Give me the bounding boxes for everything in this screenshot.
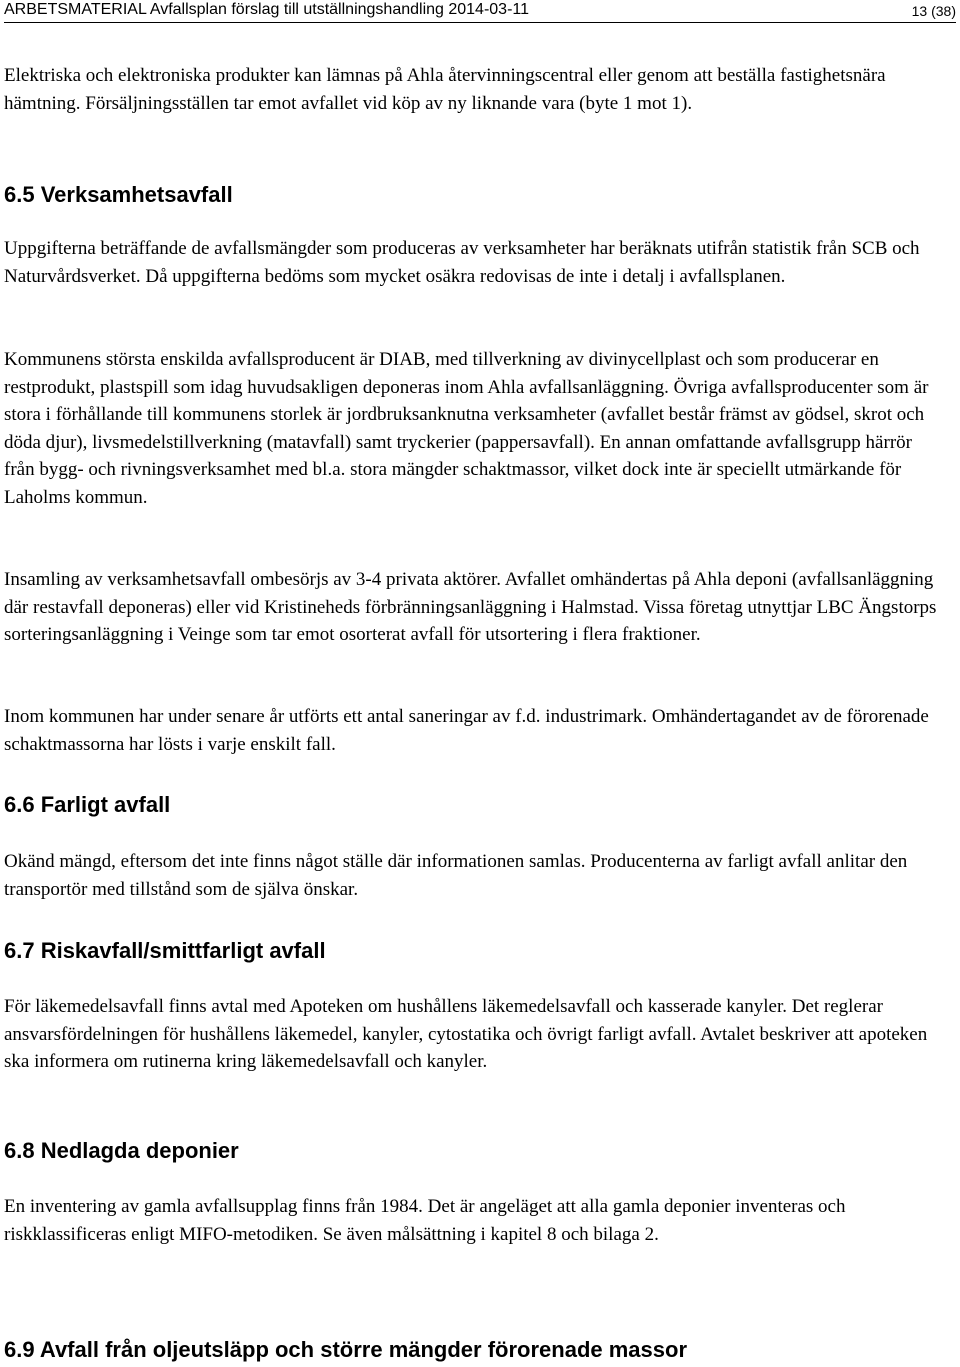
heading-6-5: 6.5 Verksamhetsavfall — [4, 182, 233, 207]
paragraph-6-5-b: Kommunens största enskilda avfallsproducent är DIAB, med tillverkning av divinycellplast och som producerar en restprodukt, plastspill som idag huvudsakligen deponeras inom Ahla avfallsanläggning. Övriga avfallsproducenter som är stora i förhållande till kommunens storlek är jordbruksanknutna verksamheter (avfallet består främst av gödsel, skrot och döda djur), livsmedelstillverkning (matavfall) samt tryckerier (pappersavfall). En annan omfattande avfallsgrupp härrör från bygg- och rivningsverksamhet med bl.a. stora mängder schaktmassor, vilket dock inte är speciellt utmärkande för Laholms kommun. — [4, 349, 929, 508]
page-number: 13 (38) — [911, 3, 956, 19]
heading-6-7: 6.7 Riskavfall/smittfarligt avfall — [4, 938, 326, 963]
paragraph-6-6: Okänd mängd, eftersom det inte finns något ställe där informationen samlas. Producenterna av farligt avfall anlitar den transportör med tillstånd som de själva önskar. — [4, 851, 908, 900]
paragraph-6-7: För läkemedelsavfall finns avtal med Apoteken om hushållens läkemedelsavfall och kasserade kanyler. Det reglerar ansvarsfördelningen för hushållens läkemedel, kanyler, cytostatika och övrigt farligt avfall. Avtalet beskriver att apoteken ska informera om rutinerna kring läkemedelsavfall och kanyler. — [4, 996, 928, 1072]
header-title: ARBETSMATERIAL Avfallsplan förslag till utställningshandling 2014-03-11 — [4, 1, 530, 18]
heading-6-9: 6.9 Avfall från oljeutsläpp och större mängder förorenade massor — [4, 1337, 687, 1362]
heading-6-6: 6.6 Farligt avfall — [4, 792, 171, 817]
paragraph-6-8: En inventering av gamla avfallsupplag finns från 1984. Det är angeläget att alla gamla deponier inventeras och riskklassificeras enligt MIFO-metodiken. Se även målsättning i kapitel 8 och bilaga 2. — [4, 1196, 846, 1245]
paragraph-6-5-a: Uppgifterna beträffande de avfallsmängder som produceras av verksamheter har beräknats utifrån statistik från SCB och Naturvårdsverket. Då uppgifterna bedöms som mycket osäkra redovisas de inte i detalj i avfallsplanen. — [4, 238, 920, 287]
paragraph-6-5-d: Inom kommunen har under senare år utförts ett antal saneringar av f.d. industrimark. Omhändertagandet av de förorenade schaktmassorna har lösts i varje enskilt fall. — [4, 706, 929, 755]
paragraph-intro: Elektriska och elektroniska produkter kan lämnas på Ahla återvinningscentral eller genom att beställa fastighetsnära hämtning. Försäljningsställen tar emot avfallet vid köp av ny liknande vara (byte 1 mot 1). — [4, 65, 886, 114]
heading-6-8: 6.8 Nedlagda deponier — [4, 1138, 239, 1163]
paragraph-6-5-c: Insamling av verksamhetsavfall ombesörjs av 3-4 privata aktörer. Avfallet omhändertas på Ahla deponi (avfallsanläggning där restavfall deponeras) eller vid Kristineheds förbränningsanläggning i Halmstad. Vissa företag utnyttjar LBC Ängstorps sorteringsanläggning i Veinge som tar emot osorterat avfall för utsortering i flera fraktioner. — [4, 569, 937, 645]
page-header — [4, 0, 956, 23]
